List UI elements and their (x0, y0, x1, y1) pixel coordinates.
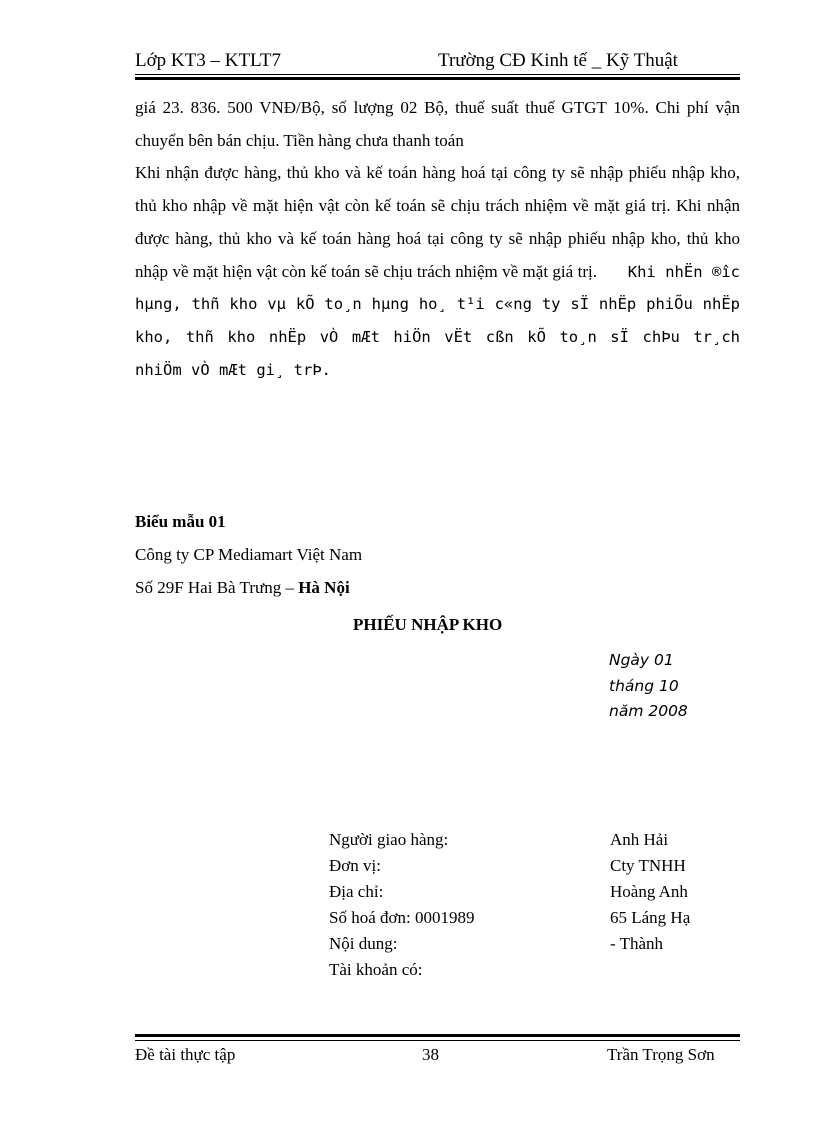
date-day: Ngày 01 (609, 651, 674, 669)
field-labels (329, 827, 474, 983)
footer-rule-thin (135, 1040, 740, 1041)
field-values (610, 827, 690, 957)
company-name: Công ty CP Mediamart Việt Nam (135, 545, 363, 564)
field-value-unit: Cty TNHH (610, 856, 686, 875)
paragraph-2 (135, 157, 740, 386)
field-value-address-3: - Thành (610, 934, 664, 953)
paragraph-2-text: Khi nhận được hàng, thủ kho và kế toán hàng hoá tại công ty sẽ nhập phiếu nhập kho, thủ kho nhập về mặt hiện vật còn kế toán sẽ chịu trách nhiệm về mặt giá trị. Khi nhận được hàng, thủ kho và kế toán hàng hoá tại công ty sẽ nhập phiếu nhập kho, thủ kho nhập về mặt hiện vật còn kế toán sẽ chịu trách nhiệm về mặt giá trị. (135, 163, 740, 281)
field-value-deliverer: Anh Hải (610, 830, 669, 849)
field-label-content: Nội dung: (329, 934, 398, 953)
body-text (135, 92, 740, 386)
field-label-address: Địa chỉ: (329, 882, 384, 901)
date-month: tháng 10 (609, 676, 679, 695)
footer-rule-thick (135, 1034, 740, 1037)
field-value-address-1: Hoàng Anh (610, 882, 688, 901)
paragraph-2-garbled-text: Khi nhËn ®îc hµng, thñ kho vµ kÕ to¸n hµng ho¸ t¹i c«ng ty sÏ nhËp phiÕu nhËp kho, thñ kho nhËp vÒ mÆt hiÖn vËt cßn kÕ to¸n sÏ chÞu tr¸ch nhiÖm vÒ mÆt gi¸ trÞ. (135, 262, 741, 379)
form-title: Biểu mẫu 01 (135, 512, 226, 531)
field-value-address-2: 65 Láng Hạ (610, 908, 691, 927)
address-city: Hà Nội (298, 578, 350, 597)
header-class-label: Lớp KT3 – KTLT7 (135, 50, 282, 71)
page-footer (135, 1045, 740, 1069)
field-label-unit: Đơn vị: (329, 856, 381, 875)
field-label-deliverer: Người giao hàng: (329, 830, 449, 849)
date-block (609, 648, 688, 725)
address-street: Số 29F Hai Bà Trưng – (135, 578, 299, 597)
field-label-invoice: Số hoá đơn: 0001989 (329, 908, 475, 927)
field-label-credit-account: Tài khoản có: (329, 960, 423, 979)
date-year: năm 2008 (609, 702, 688, 720)
page-header (135, 48, 740, 76)
document-title: PHIẾU NHẬP KHO (353, 615, 503, 634)
footer-topic: Đề tài thực tập (135, 1045, 236, 1064)
company-address (135, 578, 350, 598)
header-rule-thick (135, 77, 740, 80)
footer-author: Trần Trọng Sơn (607, 1045, 715, 1064)
page-number: 38 (422, 1045, 439, 1064)
header-rule-thin (135, 74, 740, 75)
paragraph-1: giá 23. 836. 500 VNĐ/Bộ, số lượng 02 Bộ, thuế suất thuế GTGT 10%. Chi phí vận chuyển bên bán chịu. Tiền hàng chưa thanh toán (135, 98, 740, 150)
header-school-label: Trường CĐ Kinh tế _ Kỹ Thuật (438, 50, 678, 71)
